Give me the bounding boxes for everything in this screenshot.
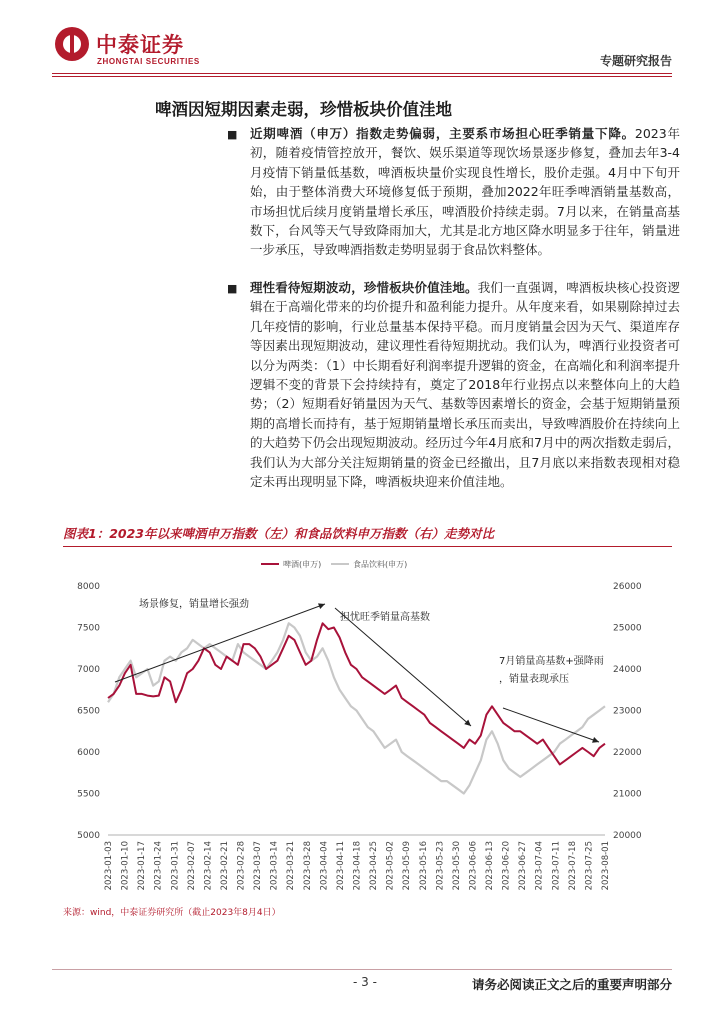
x-tick-label: 2023-07-25	[584, 841, 595, 891]
x-tick-label: 2023-01-10	[120, 841, 131, 891]
y-left-tick-label: 7000	[77, 665, 100, 675]
line-chart	[63, 548, 673, 903]
header-divider	[52, 73, 672, 74]
x-tick-label: 2023-06-13	[485, 841, 496, 891]
legend-label: 啤酒(申万)	[283, 560, 322, 569]
x-tick-label: 2023-07-18	[567, 841, 578, 891]
bullet-paragraph-1	[227, 124, 680, 260]
section-title: 啤酒因短期因素走弱，珍惜板块价值洼地	[155, 100, 452, 119]
x-tick-label: 2023-05-30	[451, 841, 462, 891]
x-tick-label: 2023-04-25	[369, 841, 380, 891]
annotation-text-2: 担忧旺季销量高基数	[340, 612, 430, 623]
x-tick-label: 2023-01-17	[137, 841, 148, 891]
y-right-tick-label: 20000	[613, 831, 642, 841]
y-left-tick-label: 8000	[77, 582, 100, 592]
x-tick-label: 2023-07-04	[534, 841, 545, 891]
x-tick-label: 2023-04-04	[319, 841, 330, 891]
logo-cn-text: 中泰证券	[96, 33, 184, 57]
x-tick-label: 2023-03-28	[302, 841, 313, 891]
square-bullet-icon: ■	[227, 128, 238, 141]
zhongtai-logo-icon	[55, 27, 89, 61]
bullet-lead: 近期啤酒（申万）指数走势偏弱，主要系市场担心旺季销量下降。	[250, 126, 635, 141]
y-right-tick-label: 25000	[613, 623, 642, 634]
x-tick-label: 2023-05-23	[435, 841, 446, 891]
footer-divider	[52, 969, 672, 970]
x-tick-label: 2023-05-02	[385, 841, 396, 891]
x-tick-label: 2023-07-11	[551, 841, 562, 891]
y-right-tick-label: 21000	[613, 789, 642, 800]
x-tick-label: 2023-02-14	[203, 841, 214, 891]
figure-title: 图表1：2023年以来啤酒申万指数（左）和食品饮料申万指数（右）走势对比	[63, 524, 672, 547]
logo-en-text: ZHONGTAI SECURITIES	[97, 57, 200, 66]
report-type-label: 专题研究报告	[599, 54, 672, 68]
x-tick-label: 2023-06-27	[518, 841, 529, 891]
page-number: - 3 -	[353, 975, 377, 989]
x-tick-label: 2023-02-21	[219, 841, 230, 891]
x-tick-label: 2023-03-14	[269, 841, 280, 891]
x-tick-label: 2023-06-06	[468, 841, 479, 891]
legend-label: 食品饮料(申万)	[353, 560, 408, 569]
x-tick-label: 2023-03-07	[253, 841, 264, 891]
y-left-tick-label: 5500	[77, 789, 100, 800]
annotation-text-3b: ，销量表现承压	[499, 674, 569, 685]
header-divider-2	[52, 76, 672, 77]
x-tick-label: 2023-05-16	[418, 841, 429, 891]
bullet-paragraph-2	[227, 278, 680, 491]
bullet-body: 我们一直强调，啤酒板块核心投资逻辑在于高端化带来的均价提升和盈利能力提升。从年度来看，如果剔除掉过去几年疫情的影响，行业总量基本保持平稳。而月度销量会因为天气、渠道库存等因素出现短期波动，建议理性看待短期扰动。我们认为，啤酒行业投资者可以分为两类：（1）中长期看好利润率提升逻辑的资金，在高端化和利润率提升逻辑不变的背景下会持续持有，奠定了2018年行业拐点以来整体向上的大趋势；（2）短期看好销量因为天气、基数等因素增长的资金，会基于短期销量预期的高增长而持有，基于短期销量增长承压而卖出，导致啤酒股价在持续向上的大趋势下仍会出现短期波动。经历过今年4月底和7月中的两次指数走弱后，我们认为大部分关注短期销量的资金已经撤出，且7月底以来指数表现相对稳定未再出现明显下降，啤酒板块迎来价值洼地。	[250, 280, 680, 490]
footer-disclaimer: 请务必阅读正文之后的重要声明部分	[471, 977, 672, 992]
figure-source: 来源：wind，中泰证券研究所（截止2023年8月4日）	[63, 908, 281, 918]
y-left-tick-label: 7500	[77, 623, 100, 634]
x-tick-label: 2023-08-01	[601, 841, 611, 891]
chart-legend	[261, 559, 407, 569]
x-tick-label: 2023-02-28	[236, 841, 247, 891]
annotation-text-1: 场景修复，销量增长强劲	[139, 599, 249, 610]
x-tick-label: 2023-03-21	[286, 841, 297, 891]
y-left-tick-label: 5000	[77, 831, 100, 841]
page-header	[0, 0, 724, 80]
x-tick-label: 2023-01-03	[104, 841, 114, 891]
x-tick-label: 2023-06-20	[501, 841, 512, 891]
series-beer-line	[108, 623, 605, 764]
x-tick-label: 2023-05-09	[402, 841, 413, 891]
y-right-tick-label: 24000	[613, 665, 642, 675]
x-tick-label: 2023-04-18	[352, 841, 363, 891]
x-tick-label: 2023-01-24	[153, 841, 164, 891]
annotation-arrow-1	[115, 604, 325, 682]
y-right-tick-label: 26000	[613, 582, 642, 592]
square-bullet-icon: ■	[227, 282, 238, 295]
x-tick-label: 2023-04-11	[335, 841, 346, 891]
bullet-lead: 理性看待短期波动，珍惜板块价值洼地。	[250, 280, 478, 295]
y-left-tick-label: 6500	[77, 706, 100, 717]
series-food-line	[108, 623, 605, 793]
x-tick-label: 2023-01-31	[170, 841, 181, 891]
x-tick-label: 2023-02-07	[186, 841, 197, 891]
bullet-body: 2023年初，随着疫情管控放开，餐饮、娱乐渠道等现饮场景逐步修复，叠加去年3-4月疫情下销量低基数，啤酒板块量价实现良性增长，股价走强。4月中下旬开始，由于整体消费大环境修复低于预期，叠加2022年旺季啤酒销量基数高，市场担忧后续月度销量增长承压，啤酒股价持续走弱。7月以来，在销量高基数下，台风等天气导致降雨加大，尤其是北方地区降水明显多于往年，销量进一步承压，导致啤酒指数走势明显弱于食品饮料整体。	[250, 126, 680, 258]
arrowhead-icon	[592, 737, 599, 743]
annotation-text-3: 7月销量高基数+强降雨	[499, 656, 604, 667]
y-right-tick-label: 23000	[613, 706, 642, 717]
y-left-tick-label: 6000	[77, 748, 100, 758]
y-right-tick-label: 22000	[613, 748, 642, 758]
